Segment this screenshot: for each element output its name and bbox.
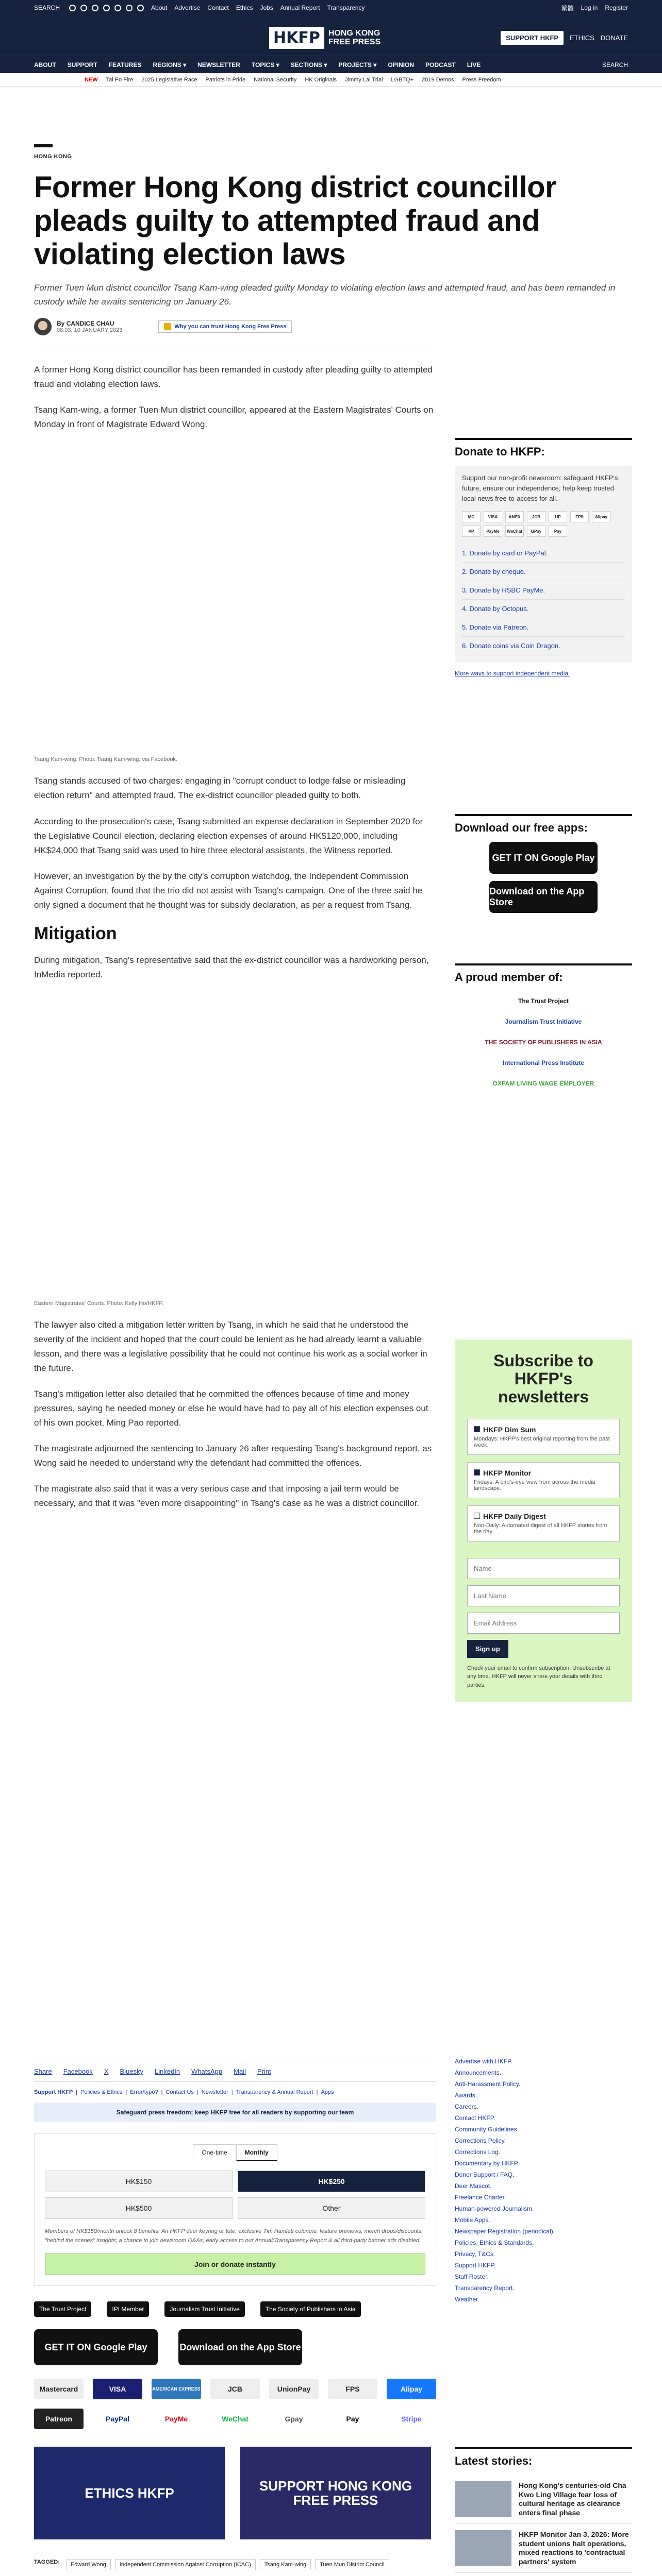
- nav-opinion[interactable]: OPINION: [388, 61, 415, 69]
- sidebar-link[interactable]: Weather.: [455, 2296, 479, 2303]
- share-x[interactable]: X: [104, 2067, 109, 2075]
- tag[interactable]: Tuen Mun District Council: [315, 2559, 389, 2570]
- member-logo[interactable]: OXFAM LIVING WAGE EMPLOYER: [492, 1080, 594, 1087]
- payment-logo: VISA: [93, 2379, 142, 2399]
- paragraph: During mitigation, Tsang's representative said that the ex-district councillor was a hardworking person, InMedia reported.: [34, 955, 429, 979]
- login-link[interactable]: Log in: [581, 4, 598, 11]
- paragraph: According to the prosecution's case, Tsang submitted an expense declaration in September 2020 for the Legislative Council election, declaring election expenses of around HK$120,000, including HK$24,000 that Tsang said was used to hire three electoral assistants, the Witness reported.: [34, 816, 423, 855]
- member-widget: [455, 963, 632, 1100]
- separator: |: [316, 2089, 318, 2095]
- card-logo: VISA: [484, 511, 502, 522]
- facebook-icon[interactable]: [69, 5, 76, 11]
- checkbox[interactable]: [474, 1513, 480, 1519]
- card-logo: Pay: [549, 526, 567, 537]
- app-store-button[interactable]: Download on the App Store: [489, 881, 598, 913]
- payment-logo: Gpay: [285, 2415, 303, 2424]
- photo-caption: Tsang Kam-wing. Photo: Tsang Kam-wing, via Facebook.: [34, 756, 177, 763]
- sidebar-link[interactable]: Community Guidelines.: [455, 2126, 519, 2133]
- paragraph: However, an investigation by the by the city's corruption watchdog, the Independent Commission Against Corruption, found that the trio did not assist with Tsang's campaign. One of the three said he only signed a document that he thought was for subsidy declaration, as per a request from Tsang.: [34, 871, 423, 910]
- paragraph: A former Hong Kong district councillor has been remanded in custody after pleading guilty to attempted fraud and violating election laws.: [34, 365, 433, 389]
- ethics-promo[interactable]: ETHICS HKFP: [34, 2447, 225, 2539]
- nav-regions[interactable]: REGIONS ▾: [153, 61, 187, 69]
- donate-title: Donate to HKFP:: [455, 438, 632, 459]
- amount-option[interactable]: HK$150: [45, 2171, 233, 2192]
- separator: |: [161, 2089, 163, 2095]
- trend-item[interactable]: 2025 Legislative Race: [141, 76, 197, 83]
- donation-note: Members of HK$150/month unlock 8 benefits: An HKFP deer keyring or tote; exclusive Tim Hamlett columns; feature previews; merch drops/discounts; "behind the scenes" insights; a chance to join newsroom Q&As; early access to our Annual/Transparency Report & all third-party banner ads disabled.: [45, 2228, 423, 2244]
- nav-topics[interactable]: TOPICS ▾: [251, 61, 279, 69]
- checkbox-checked[interactable]: [474, 1426, 480, 1432]
- register-link[interactable]: Register: [605, 4, 628, 11]
- donate-method[interactable]: 2. Donate by cheque.: [462, 563, 625, 581]
- transparency-link[interactable]: Transparency & Annual Report: [236, 2089, 313, 2095]
- author-name[interactable]: By CANDICE CHAU: [57, 320, 114, 328]
- last-name-field[interactable]: Last Name: [467, 1585, 620, 1606]
- nav-about[interactable]: ABOUT: [34, 61, 56, 69]
- nav-podcast[interactable]: PODCAST: [425, 61, 456, 69]
- payment-logo: Pay: [346, 2415, 359, 2424]
- nav-newsletter[interactable]: NEWSLETTER: [197, 61, 240, 69]
- sidebar-link[interactable]: Human-powered Journalism.: [455, 2205, 534, 2212]
- separator: |: [231, 2089, 233, 2095]
- sidebar-link[interactable]: Newspaper Registration (periodical).: [455, 2228, 555, 2235]
- newsletter-option[interactable]: HKFP Daily Digest Non-Daily: Automated digest of all HKFP stories from the day.: [467, 1505, 620, 1541]
- nav-search[interactable]: SEARCH: [602, 61, 628, 69]
- card-logo: WeChat: [505, 526, 524, 537]
- story-thumbnail[interactable]: [455, 2481, 511, 2517]
- section-heading: Mitigation: [34, 923, 117, 943]
- share-mail[interactable]: Mail: [234, 2067, 246, 2075]
- card-logo: PayMe: [484, 526, 502, 537]
- payment-logo: Alipay: [387, 2379, 436, 2399]
- card-logo: GPay: [527, 526, 545, 537]
- paragraph: The magistrate also said that it was a very serious case and that imposing a jail term would be necessary, and that it was "even more disappointing" in Tsang's case as he was a district councillor.: [34, 1484, 420, 1509]
- apps-title: Download our free apps:: [455, 814, 632, 835]
- google-play-button[interactable]: GET IT ON Google Play: [489, 842, 598, 874]
- nav-features[interactable]: FEATURES: [108, 61, 142, 69]
- nav-live[interactable]: LIVE: [467, 61, 481, 69]
- donation-widget: [34, 2133, 436, 2286]
- card-logo: MC: [462, 511, 481, 522]
- trend-item[interactable]: Patriots in Pride: [205, 76, 246, 83]
- policies-link[interactable]: Policies & Ethics: [80, 2089, 123, 2095]
- checkbox-checked[interactable]: [474, 1469, 480, 1476]
- card-logos: [462, 511, 625, 537]
- newsletter-desc: Fridays: A bird's-eye view from across the media landscape.: [474, 1479, 595, 1492]
- nav-projects[interactable]: PROJECTS ▾: [338, 61, 377, 69]
- payment-logo: Mastercard: [34, 2379, 84, 2399]
- telegram-icon[interactable]: [126, 5, 133, 11]
- support-promo[interactable]: SUPPORT HONG KONG FREE PRESS: [240, 2447, 431, 2539]
- support-link[interactable]: Support HKFP: [34, 2089, 73, 2095]
- join-donate-button[interactable]: Join or donate instantly: [45, 2253, 425, 2275]
- payment-logo: Patreon: [34, 2409, 84, 2429]
- article-photo: [34, 997, 436, 1296]
- article-footer: [34, 2061, 436, 2576]
- search-link[interactable]: SEARCH: [34, 4, 60, 11]
- member-logo[interactable]: International Press Institute: [502, 1059, 585, 1066]
- google-play-button[interactable]: GET IT ON Google Play: [34, 2329, 158, 2365]
- card-logo: FPS: [570, 511, 589, 522]
- trend-item[interactable]: HK Originals: [305, 76, 337, 83]
- sidebar-link[interactable]: Announcements.: [455, 2069, 502, 2076]
- payment-logo: PayMe: [164, 2415, 188, 2424]
- latest-item[interactable]: [455, 2573, 632, 2576]
- tab-one-time[interactable]: One-time: [193, 2144, 236, 2161]
- trust-link[interactable]: Why you can trust Hong Kong Free Press: [158, 320, 292, 333]
- trending-bar: [0, 73, 662, 87]
- youtube-icon[interactable]: [103, 5, 110, 11]
- payment-logo: JCB: [210, 2379, 260, 2399]
- top-link-annual-report[interactable]: Annual Report: [280, 4, 320, 11]
- safeguard-banner[interactable]: Safeguard press freedom; keep HKFP free for all readers by supporting our team: [34, 2103, 436, 2122]
- sidebar-link[interactable]: Contact HKFP.: [455, 2114, 495, 2122]
- paragraph: Tsang stands accused of two charges: engaging in "corrupt conduct to lodge false or misleading election return" and attempted fraud. The ex-district councillor pleaded guilty to both.: [34, 776, 406, 801]
- newsletter-option[interactable]: HKFP Dim Sum Mondays: HKFP's best original reporting from the past week.: [467, 1419, 620, 1455]
- paragraph: Tsang Kam-wing, a former Tuen Mun district councillor, appeared at the Eastern Magistrates' Courts on Monday in front of Magistrate Edward Wong.: [34, 405, 434, 430]
- newsletter-option[interactable]: HKFP Monitor Fridays: A bird's-eye view from across the media landscape.: [467, 1462, 620, 1498]
- trend-item[interactable]: LGBTQ+: [391, 76, 414, 83]
- share-print[interactable]: Print: [257, 2067, 271, 2075]
- sidebar-link[interactable]: Freelance Charter.: [455, 2194, 506, 2201]
- badge[interactable]: The Trust Project: [34, 2301, 91, 2317]
- latest-item[interactable]: [455, 2524, 632, 2573]
- tab-monthly[interactable]: Monthly: [236, 2144, 277, 2161]
- donate-method[interactable]: 1. Donate by card or PayPal.: [462, 544, 625, 563]
- author-avatar[interactable]: [34, 318, 52, 335]
- donate-method[interactable]: 4. Donate by Octopus.: [462, 600, 625, 618]
- amount-option-other[interactable]: Other: [238, 2197, 425, 2219]
- trend-item[interactable]: Press Freedom: [462, 76, 501, 83]
- tags-label: TAGGED:: [34, 2559, 60, 2566]
- payment-logo: UnionPay: [269, 2379, 319, 2399]
- member-badges: [34, 2301, 436, 2317]
- payment-methods: [34, 2379, 436, 2429]
- contact-link[interactable]: Contact Us: [166, 2089, 194, 2095]
- new-badge: NEW: [85, 76, 98, 83]
- donate-method[interactable]: 3. Donate by HSBC PayMe.: [462, 581, 625, 600]
- sidebar-link[interactable]: Privacy, T&Cs.: [455, 2250, 495, 2258]
- x-icon[interactable]: [80, 5, 87, 11]
- article-standfirst: Former Tuen Mun district councillor Tsang Kam-wing pleaded guilty Monday to violating election laws and attempted fraud, and has been remanded in custody while he awaits sentencing on January 26.: [34, 282, 616, 307]
- top-link-about[interactable]: About: [151, 4, 168, 11]
- nav-sections[interactable]: SECTIONS ▾: [290, 61, 327, 69]
- sidebar-link[interactable]: Deer Mascot.: [455, 2182, 492, 2190]
- donate-text: Support our non-profit newsroom: safeguard HKFP's future, ensure our independence, help keep trusted local news free-to-access for all.: [462, 474, 618, 503]
- amount-option-selected[interactable]: HK$250: [238, 2171, 425, 2192]
- email-field[interactable]: Email Address: [467, 1613, 620, 1634]
- support-hkfp-button[interactable]: SUPPORT HKFP: [501, 31, 564, 45]
- separator: |: [76, 2089, 78, 2095]
- sidebar-link[interactable]: Mobile Apps.: [455, 2216, 490, 2224]
- trust-icon: [164, 323, 171, 330]
- newsletter-link[interactable]: Newsletter: [201, 2089, 228, 2095]
- nav-support[interactable]: SUPPORT: [67, 61, 97, 69]
- hkfp-links: [455, 2056, 632, 2305]
- promo-banners: [34, 2447, 436, 2539]
- sidebar-link[interactable]: Staff Roster.: [455, 2273, 489, 2280]
- tag[interactable]: Edward Wong: [66, 2559, 111, 2570]
- top-link-contact[interactable]: Contact: [207, 4, 229, 11]
- error-link[interactable]: Error/typo?: [130, 2089, 158, 2095]
- paragraph: The magistrate adjourned the sentencing to January 26 after requesting Tsang's background report, as Wong said he needed to understand why the defendant had committed the offences.: [34, 1444, 432, 1468]
- member-logo[interactable]: The Trust Project: [518, 997, 569, 1005]
- subscribe-note: Check your email to confirm subscription. Unsubscribe at any time. HKFP will never share your details with third parties.: [467, 1665, 610, 1688]
- donate-widget: [455, 438, 632, 677]
- lang-link[interactable]: 繁體: [561, 4, 574, 12]
- sidebar-link[interactable]: Documentary by HKFP.: [455, 2160, 519, 2167]
- instagram-icon[interactable]: [92, 5, 98, 11]
- payment-logo: FPS: [328, 2379, 377, 2399]
- payment-logo: Stripe: [401, 2415, 422, 2424]
- byline: [34, 318, 436, 335]
- paragraph: Tsang's mitigation letter also detailed that he committed the offences because of time and money pressures, saying he needed money or else he would have had to pay all of his election expenses out of his own pocket, Ming Pao reported.: [34, 1389, 428, 1428]
- support-links: [34, 2089, 436, 2095]
- card-logo: AMEX: [505, 511, 524, 522]
- name-field[interactable]: Name: [467, 1558, 620, 1579]
- rss-icon[interactable]: [137, 5, 144, 11]
- publish-date: 08:03, 10 JANUARY 2023: [57, 327, 123, 334]
- share-bluesky[interactable]: Bluesky: [120, 2067, 143, 2075]
- card-logo: PP: [462, 526, 481, 537]
- latest-title: Latest stories:: [455, 2447, 632, 2468]
- photo-caption: Eastern Magistrates' Courts. Photo: Kelly Ho/HKFP.: [34, 1300, 164, 1307]
- card-logo: UP: [549, 511, 567, 522]
- top-link-jobs[interactable]: Jobs: [260, 4, 273, 11]
- member-logo[interactable]: Journalism Trust Initiative: [505, 1018, 582, 1025]
- donate-method[interactable]: 5. Donate via Patreon.: [462, 618, 625, 637]
- article-kicker[interactable]: HONG KONG: [34, 154, 72, 160]
- main-nav: [0, 56, 662, 73]
- latest-stories: [455, 2447, 632, 2576]
- share-label[interactable]: Share: [34, 2067, 52, 2075]
- app-store-buttons: [34, 2329, 436, 2365]
- top-link-ethics[interactable]: Ethics: [236, 4, 253, 11]
- social-icons: [69, 5, 144, 11]
- donate-link[interactable]: DONATE: [600, 34, 628, 42]
- story-headline[interactable]: Hong Kong's centuries-old Cha Kwo Ling Village fear loss of cultural heritage as clearance enters final phase: [519, 2481, 626, 2517]
- top-utility-bar: [0, 0, 662, 15]
- sidebar-link[interactable]: Donor Support / FAQ.: [455, 2171, 515, 2178]
- apps-link[interactable]: Apps: [321, 2089, 334, 2095]
- article-photo: [34, 443, 436, 752]
- newsletter-signup: [455, 1340, 632, 1702]
- payment-logo: PayPal: [106, 2415, 129, 2424]
- linkedin-icon[interactable]: [114, 5, 121, 11]
- latest-item[interactable]: [455, 2475, 632, 2524]
- top-link-advertise[interactable]: Advertise: [174, 4, 201, 11]
- trend-item[interactable]: Tai Po Fire: [106, 76, 134, 83]
- separator: |: [125, 2089, 127, 2095]
- more-ways-link[interactable]: More ways to support independent media.: [455, 670, 570, 677]
- apps-widget: [455, 814, 632, 920]
- kicker-rule: [34, 144, 53, 147]
- donate-method[interactable]: 6. Donate coins via Coin Dragon.: [462, 637, 625, 655]
- tag[interactable]: Tsang Kam-wing: [260, 2559, 311, 2570]
- sidebar-link[interactable]: Awards.: [455, 2092, 477, 2099]
- sidebar-link[interactable]: Policies, Ethics & Standards.: [455, 2239, 534, 2246]
- card-logo: Alipay: [592, 511, 610, 522]
- sign-up-button[interactable]: Sign up: [467, 1640, 508, 1658]
- paragraph: The lawyer also cited a mitigation letter written by Tsang, in which he said that he understood the severity of the incident and hoped that the court could be lenient as he had already learnt a valuable lesson, and there was a legislative possibility that he could not continue his work as a social worker in the future.: [34, 1319, 427, 1374]
- payment-logo: WeChat: [222, 2415, 249, 2424]
- trend-item[interactable]: National Security: [254, 76, 297, 83]
- sidebar-link[interactable]: Advertise with HKFP.: [455, 2058, 512, 2065]
- tag[interactable]: Independent Commission Against Corruption (ICAC): [115, 2559, 256, 2570]
- badge[interactable]: The Society of Publishers in Asia: [260, 2301, 361, 2317]
- sidebar-link[interactable]: Support HKFP.: [455, 2262, 496, 2269]
- top-link-transparency[interactable]: Transparency: [327, 4, 365, 11]
- site-logo[interactable]: HKFP HONG KONG FREE PRESS: [269, 27, 390, 49]
- sidebar-link[interactable]: Careers.: [455, 2103, 479, 2110]
- trend-item[interactable]: Jimmy Lai Trial: [345, 76, 383, 83]
- separator: |: [196, 2089, 198, 2095]
- member-title: A proud member of:: [455, 963, 632, 984]
- story-thumbnail[interactable]: [455, 2530, 511, 2566]
- ethics-link[interactable]: ETHICS: [570, 34, 594, 42]
- article-title: Former Hong Kong district councillor pleads guilty to attempted fraud and violating election laws: [34, 171, 557, 271]
- share-whatsapp[interactable]: WhatsApp: [191, 2067, 223, 2075]
- sidebar-link[interactable]: Anti-Harassment Policy.: [455, 2080, 521, 2088]
- badge[interactable]: Journalism Trust Initiative: [164, 2301, 244, 2317]
- sidebar-link[interactable]: Transparency Report.: [455, 2284, 515, 2292]
- app-store-button[interactable]: Download on the App Store: [178, 2329, 302, 2365]
- newsletter-desc: Mondays: HKFP's best original reporting from the past week.: [474, 1435, 610, 1448]
- payment-logo: AMERICAN EXPRESS: [152, 2379, 201, 2399]
- newsletter-desc: Non-Daily: Automated digest of all HKFP stories from the day.: [474, 1522, 607, 1535]
- trend-item[interactable]: 2019 Demos: [422, 76, 454, 83]
- badge[interactable]: IPI Member: [107, 2301, 149, 2317]
- share-linkedin[interactable]: LinkedIn: [155, 2067, 180, 2075]
- member-logo[interactable]: THE SOCIETY OF PUBLISHERS IN ASIA: [485, 1039, 602, 1046]
- story-headline[interactable]: HKFP Monitor Jan 3, 2026: More student unions halt operations, mixed reactions to 'contractual partners' system: [519, 2530, 629, 2566]
- amount-option[interactable]: HK$500: [45, 2197, 233, 2219]
- card-logo: JCB: [527, 511, 545, 522]
- share-bar: [34, 2061, 436, 2082]
- share-facebook[interactable]: Facebook: [63, 2067, 93, 2075]
- sidebar-link[interactable]: Corrections Log.: [455, 2148, 501, 2156]
- sidebar-link[interactable]: Corrections Policy.: [455, 2137, 506, 2144]
- subscribe-title: Subscribe to HKFP's newsletters: [493, 1351, 593, 1406]
- tags: [34, 2559, 436, 2570]
